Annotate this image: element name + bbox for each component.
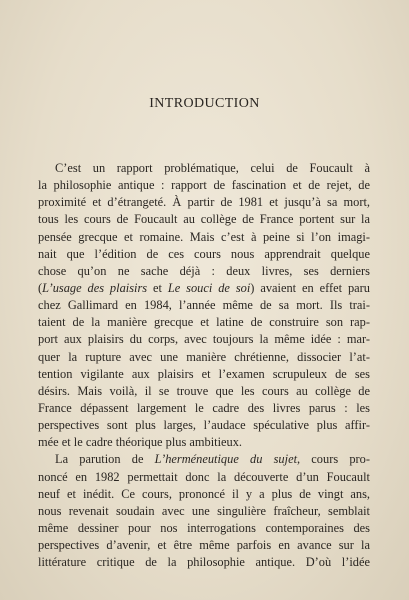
text-line: quer la rupture avec une manière chrétienne, dissocier l’at- xyxy=(38,349,370,364)
text-line-with-title xyxy=(38,451,370,468)
paragraph-1 xyxy=(38,160,370,451)
book-title-hermeneutique: L’herméneutique du sujet xyxy=(154,452,298,467)
text-line: même dessiner pour nos interrogations contemporaines des xyxy=(38,520,370,535)
text-line: France dépassent largement le cadre des livres parus : les xyxy=(38,400,370,415)
text-line: taient de la manière grecque et latine de construire son rap- xyxy=(38,315,370,330)
text-line: pensée grecque et romaine. Mais c’est à peine si l’on imagi- xyxy=(38,229,370,244)
text-line: neuf et inédit. Ce cours, prononcé il y a plus de vingt ans, xyxy=(38,486,370,501)
text-line: port aux plaisirs du corps, avec toujours la même idée : mar- xyxy=(38,332,370,347)
conjunction: et xyxy=(147,280,168,295)
book-title-souci: Le souci de soi xyxy=(167,280,251,295)
text-line: noncé en 1982 permettait donc la découverte d’un Foucault xyxy=(38,469,370,484)
text-line: littérature critique de la philosophie antique. D’où l’idée xyxy=(38,555,370,570)
line-rest: , cours pro- xyxy=(297,452,370,467)
text-line: proximité et d’étrangeté. À partir de 1981 et jusqu’à sa mort, xyxy=(38,195,370,210)
paren-open: ( xyxy=(38,280,43,295)
line-start: La parution de xyxy=(55,452,155,467)
text-line: C’est un rapport problématique, celui de Foucault à xyxy=(55,161,370,175)
chapter-title: INTRODUCTION xyxy=(149,96,260,111)
text-line: perspectives d’avenir, et être même parfois en avance sur la xyxy=(38,538,370,553)
text-line: désirs. Mais voilà, il se trouve que les cours au collège de xyxy=(38,383,370,398)
text-line: chez Gallimard en 1984, l’année même de sa mort. Ils trai- xyxy=(38,298,370,313)
book-title-usage: L’usage des plaisirs xyxy=(42,280,148,295)
text-line: chose qu’on ne sache déjà : deux livres, ses derniers xyxy=(38,263,370,278)
text-line: nous revenait soudain avec une singulière fraîcheur, semblait xyxy=(38,503,370,518)
text-line: tous les cours de Foucault au collège de France portent sur la xyxy=(38,212,370,227)
text-line: la philosophie antique : rapport de fascination et de rejet, de xyxy=(38,178,370,193)
text-line: perspectives sont plus larges, l’audace spéculative plus affir- xyxy=(38,418,370,433)
text-line: tention vigilante aux plaisirs et l’examen scrupuleux de ses xyxy=(38,366,370,381)
text-line-with-titles xyxy=(38,280,370,297)
text-line: mée et le cadre théorique plus ambitieux. xyxy=(38,435,243,450)
line-rest: ) avaient en effet paru xyxy=(250,280,370,295)
text-line: nait que l’édition de ces cours nous apprendrait quelque xyxy=(38,246,370,261)
paragraph-2 xyxy=(38,451,370,571)
body-text xyxy=(38,160,370,571)
